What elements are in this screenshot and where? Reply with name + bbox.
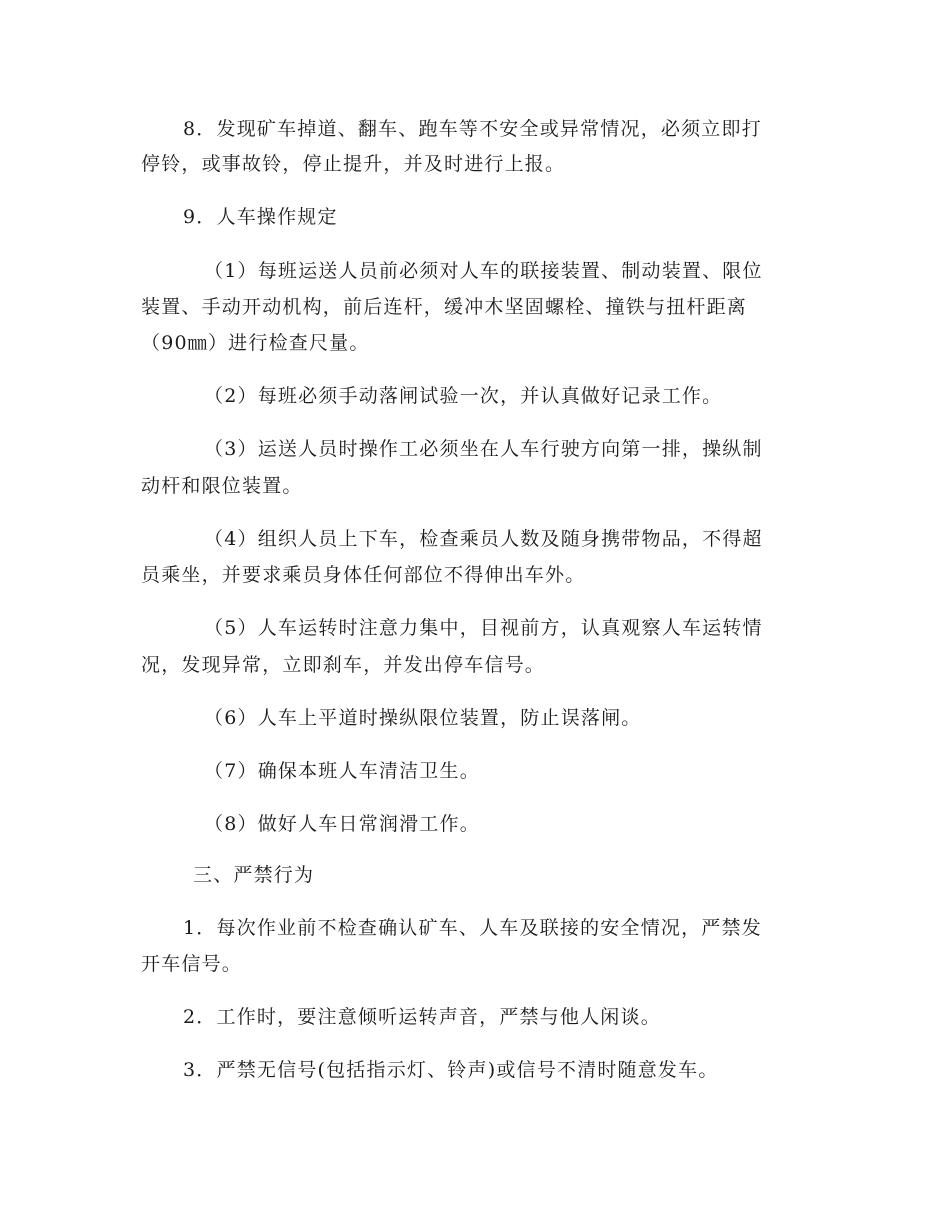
sub8-line: （8）做好人车日常润滑工作。 [204, 813, 480, 835]
sub7-line: （7）确保本班人车清洁卫生。 [204, 760, 480, 782]
sub3-line2: 动杆和限位装置。 [141, 475, 303, 497]
ban1-line2: 开车信号。 [141, 953, 243, 975]
sub5-line2: 况，发现异常，立即刹车，并发出停车信号。 [141, 654, 546, 676]
sub6-line: （6）人车上平道时操纵限位装置，防止误落闸。 [204, 707, 642, 729]
section3-heading: 三、严禁行为 [193, 864, 315, 886]
sub4-line1: （4）组织人员上下车，检查乘员人数及随身携带物品，不得超 [204, 528, 763, 550]
ban3-line: 3．严禁无信号(包括指示灯、铃声)或信号不清时随意发车。 [183, 1059, 719, 1081]
sub4-line2: 员乘坐，并要求乘员身体任何部位不得伸出车外。 [141, 564, 586, 586]
sub2-line: （2）每班必须手动落闸试验一次，并认真做好记录工作。 [204, 385, 723, 407]
sub3-line1: （3）运送人员时操作工必须坐在人车行驶方向第一排，操纵制 [204, 438, 763, 460]
sub1-line2: 装置、手动开动机构，前后连杆，缓冲木坚固螺栓、撞铁与扭杆距离 [141, 296, 748, 318]
sub1-line3: （90㎜）进行检查尺量。 [141, 332, 370, 354]
sub5-line1: （5）人车运转时注意力集中，目视前方，认真观察人车运转情 [204, 617, 763, 639]
sub1-line1: （1）每班运送人员前必须对人车的联接装置、制动装置、限位 [204, 260, 763, 282]
ban1-line1: 1．每次作业前不检查确认矿车、人车及联接的安全情况，严禁发 [183, 917, 762, 939]
item8-line1: 8．发现矿车掉道、翻车、跑车等不安全或异常情况，必须立即打 [183, 118, 762, 140]
ban2-line: 2．工作时，要注意倾听运转声音，严禁与他人闲谈。 [183, 1006, 661, 1028]
item8-line2: 停铃，或事故铃，停止提升，并及时进行上报。 [141, 153, 566, 175]
item9-heading: 9．人车操作规定 [183, 206, 338, 228]
